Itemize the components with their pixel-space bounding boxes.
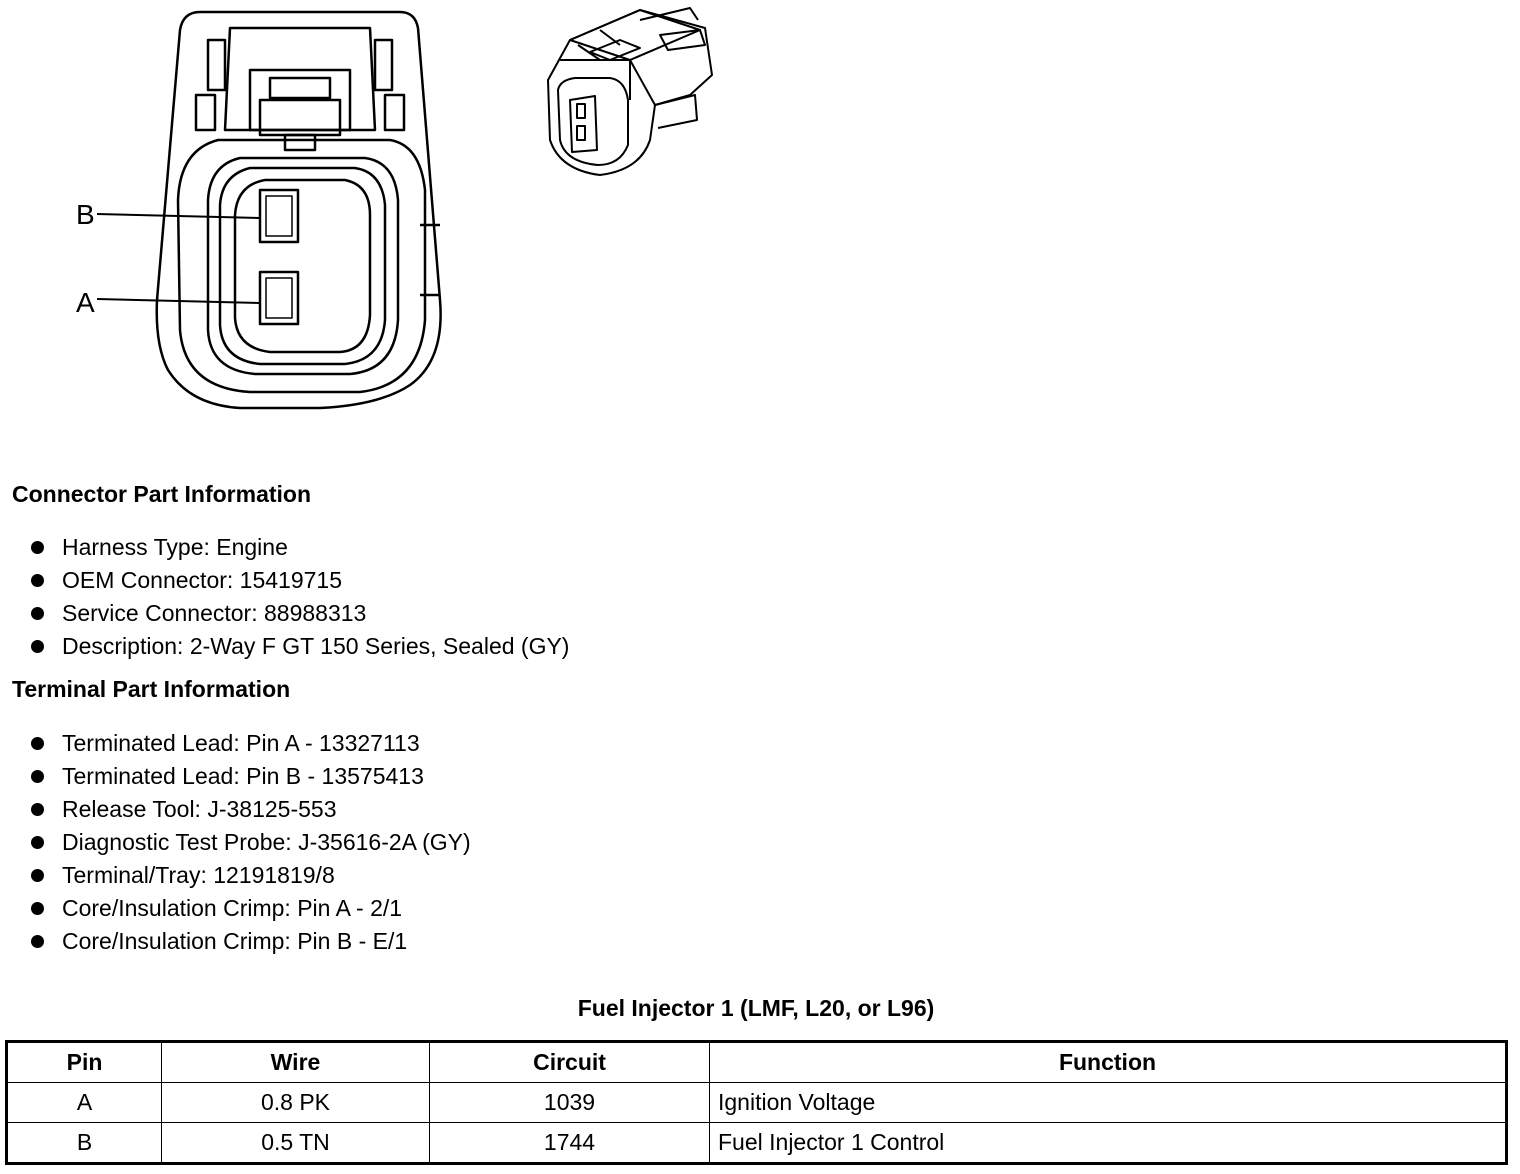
cell-wire: 0.5 TN bbox=[162, 1123, 430, 1164]
list-item: OEM Connector: 15419715 bbox=[30, 564, 569, 597]
list-item: Release Tool: J-38125-553 bbox=[30, 793, 471, 826]
cell-pin: A bbox=[7, 1083, 162, 1123]
cell-circuit: 1744 bbox=[430, 1123, 710, 1164]
list-item: Terminal/Tray: 12191819/8 bbox=[30, 859, 471, 892]
connector-isometric-diagram bbox=[540, 0, 720, 180]
connector-info-list bbox=[30, 531, 569, 663]
table-header-row bbox=[7, 1042, 1507, 1083]
list-item: Service Connector: 88988313 bbox=[30, 597, 569, 630]
pin-label-b: B bbox=[76, 199, 95, 230]
list-item: Terminated Lead: Pin A - 13327113 bbox=[30, 727, 471, 760]
list-item: Terminated Lead: Pin B - 13575413 bbox=[30, 760, 471, 793]
cell-function: Ignition Voltage bbox=[710, 1083, 1507, 1123]
list-item: Core/Insulation Crimp: Pin B - E/1 bbox=[30, 925, 471, 958]
table-row bbox=[7, 1083, 1507, 1123]
list-item: Harness Type: Engine bbox=[30, 531, 569, 564]
cell-circuit: 1039 bbox=[430, 1083, 710, 1123]
connector-face-diagram bbox=[60, 0, 460, 420]
cell-pin: B bbox=[7, 1123, 162, 1164]
table-title: Fuel Injector 1 (LMF, L20, or L96) bbox=[577, 995, 935, 1021]
header-wire: Wire bbox=[162, 1042, 430, 1083]
table-row bbox=[7, 1123, 1507, 1164]
header-pin: Pin bbox=[7, 1042, 162, 1083]
pinout-table bbox=[5, 1040, 1508, 1165]
list-item: Diagnostic Test Probe: J-35616-2A (GY) bbox=[30, 826, 471, 859]
cell-function: Fuel Injector 1 Control bbox=[710, 1123, 1507, 1164]
header-function: Function bbox=[710, 1042, 1507, 1083]
list-item: Core/Insulation Crimp: Pin A - 2/1 bbox=[30, 892, 471, 925]
connector-info-heading: Connector Part Information bbox=[12, 481, 312, 507]
cell-wire: 0.8 PK bbox=[162, 1083, 430, 1123]
terminal-info-heading: Terminal Part Information bbox=[12, 676, 291, 702]
pin-label-a: A bbox=[76, 287, 95, 318]
list-item: Description: 2-Way F GT 150 Series, Sealed (GY) bbox=[30, 630, 569, 663]
terminal-info-list bbox=[30, 727, 471, 958]
header-circuit: Circuit bbox=[430, 1042, 710, 1083]
